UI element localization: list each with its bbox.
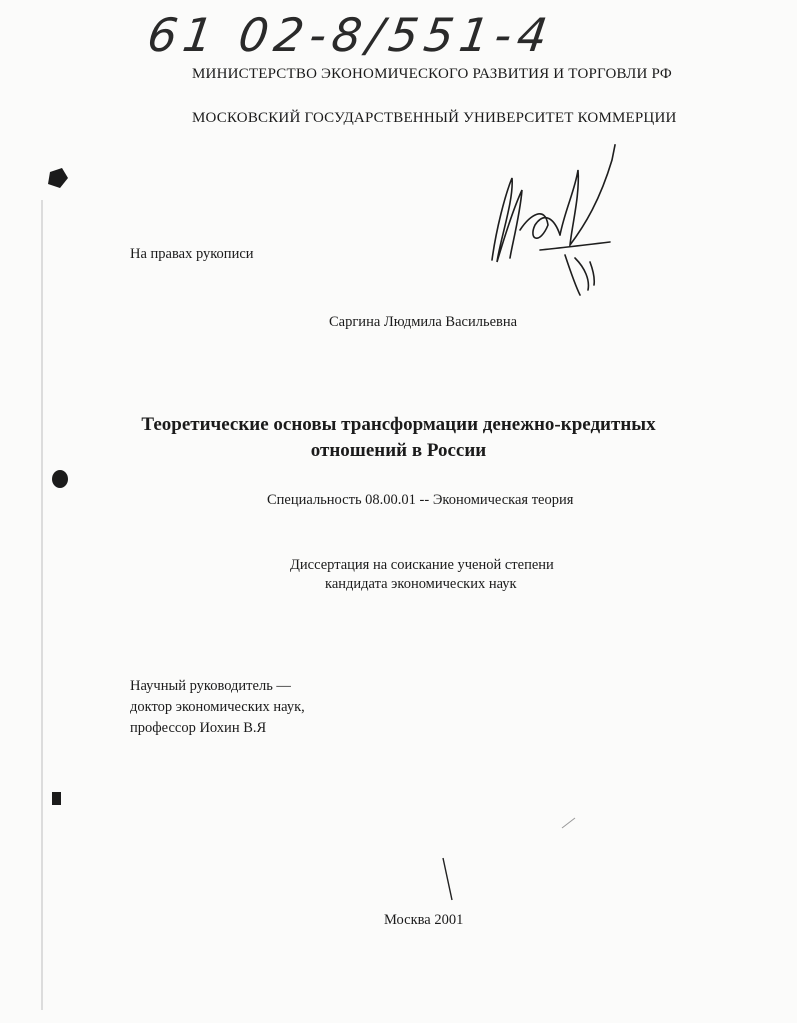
ministry-header: МИНИСТЕРСТВО ЭКОНОМИЧЕСКОГО РАЗВИТИЯ И ТОРГОВЛИ РФ: [192, 66, 672, 82]
specialty-line: Специальность 08.00.01 -- Экономическая теория: [267, 492, 574, 508]
manuscript-rights-label: На правах рукописи: [130, 246, 254, 262]
university-header: МОСКОВСКИЙ ГОСУДАРСТВЕННЫЙ УНИВЕРСИТЕТ КОММЕРЦИИ: [192, 110, 677, 126]
place-year: Москва 2001: [384, 912, 464, 928]
supervisor-line2: доктор экономических наук,: [130, 699, 305, 715]
degree-line1: Диссертация на соискание ученой степени: [290, 557, 554, 573]
scan-punch-marks: [48, 168, 68, 805]
stray-mark: [562, 818, 575, 828]
author-name: Саргина Людмила Васильевна: [329, 314, 518, 330]
stray-pen-stroke: [443, 858, 452, 900]
supervisor-line1: Научный руководитель —: [130, 678, 291, 694]
dissertation-title-line1: Теоретические основы трансформации денежно-кредитных: [141, 414, 656, 435]
degree-line2: кандидата экономических наук: [325, 576, 517, 592]
signature-scribble: [492, 145, 615, 295]
handwritten-archive-code: 61 02-8/551-4: [144, 8, 557, 62]
supervisor-line3: профессор Иохин В.Я: [130, 720, 267, 736]
dissertation-title-line2: отношений в России: [310, 440, 487, 461]
